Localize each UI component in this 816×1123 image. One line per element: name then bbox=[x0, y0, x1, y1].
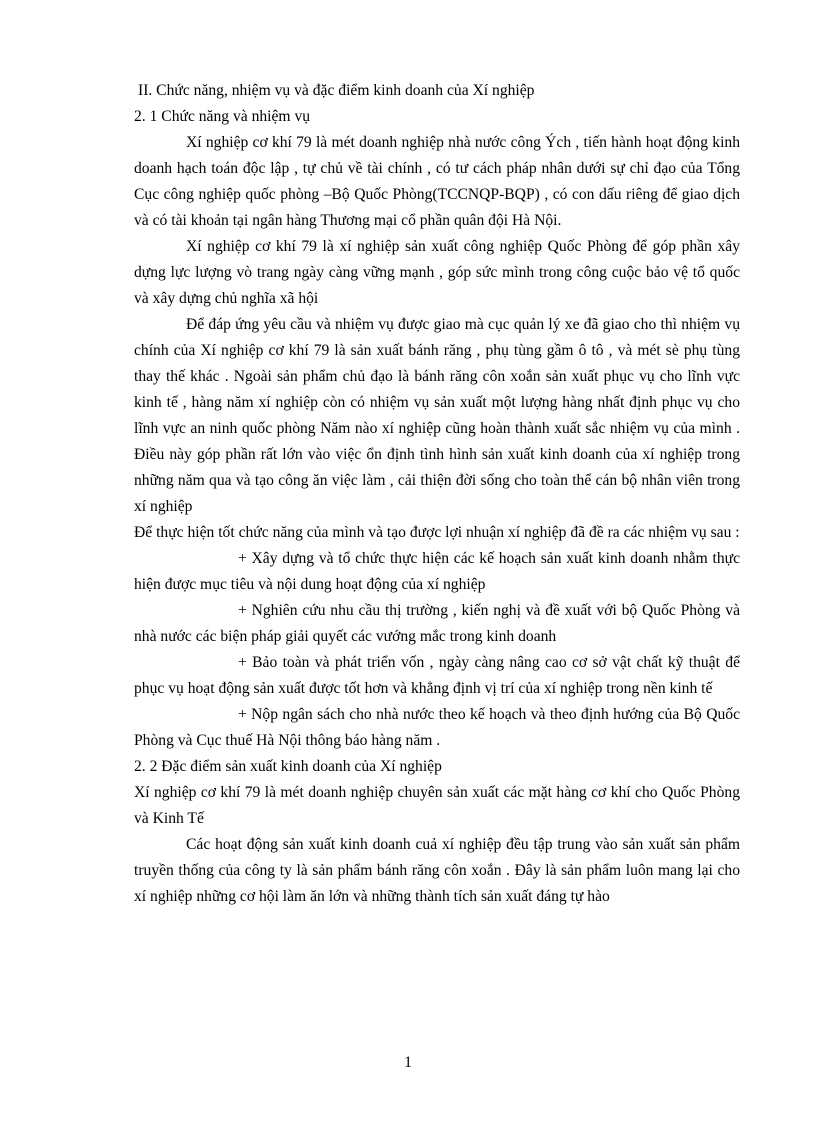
document-title: II. Chức năng, nhiệm vụ và đặc điểm kinh doanh của Xí nghiệp bbox=[138, 82, 535, 99]
page-number: 1 bbox=[404, 1054, 412, 1071]
paragraph-6: Các hoạt động sản xuất kinh doanh cuả xí nghiệp đều tập trung vào sản xuất sản phẩm truyền thống của công ty là sản phẩm bánh răng côn xoắn . Đây là sản phẩm luôn mang lại cho xí nghiệp những cơ hội làm ăn lớn và những thành tích sản xuất đáng tự hào bbox=[134, 836, 740, 905]
document-body bbox=[134, 78, 740, 910]
paragraph-2: Xí nghiệp cơ khí 79 là xí nghiệp sản xuất công nghiệp Quốc Phòng để góp phần xây dựng lực lượng vò trang ngày càng vững mạnh , góp sức mình trong công cuộc bảo vệ tổ quốc và xây dựng chủ nghĩa xã hội bbox=[134, 238, 740, 307]
bullet-item: + Nghiên cứu nhu cầu thị trường , kiến nghị và đề xuất với bộ Quốc Phòng và nhà nước các biện pháp giải quyết các vướng mắc trong kinh doanh bbox=[134, 602, 740, 645]
bullet-item: + Xây dựng và tổ chức thực hiện các kế hoạch sản xuất kinh doanh nhằm thực hiện được mục tiêu và nội dung hoạt động của xí nghiệp bbox=[134, 550, 740, 593]
paragraph-5: Xí nghiệp cơ khí 79 là mét doanh nghiệp chuyên sản xuất các mặt hàng cơ khí cho Quốc Phòng và Kinh Tế bbox=[134, 784, 740, 827]
paragraph-3: Để đáp ứng yêu cầu và nhiệm vụ được giao mà cục quản lý xe đã giao cho thì nhiệm vụ chính của Xí nghiệp cơ khí 79 là sản xuất bánh răng , phụ tùng gầm ô tô , và mét sè phụ tùng thay thế khác . Ngoài sản phẩm chủ đạo là bánh răng côn xoắn sản xuất phục vụ cho lĩnh vực kinh tế , hàng năm xí nghiệp còn có nhiệm vụ sản xuất một lượng hàng nhất định phục vụ cho lĩnh vực an ninh quốc phòng Năm nào xí nghiệp cũng hoàn thành xuất sắc nhiệm vụ của mình . Điều này góp phần rất lớn vào việc ổn định tình hình sản xuất kinh doanh của xí nghiệp trong những năm qua và tạo công ăn việc làm , cải thiện đời sống cho toàn thể cán bộ nhân viên trong xí nghiệp bbox=[134, 316, 740, 515]
section-2-1-heading: 2. 1 Chức năng và nhiệm vụ bbox=[134, 108, 311, 125]
bullet-item: + Nộp ngân sách cho nhà nước theo kế hoạch và theo định hướng của Bộ Quốc Phòng và Cục thuế Hà Nội thông báo hàng năm . bbox=[134, 706, 740, 749]
bullet-item: + Bảo toàn và phát triển vốn , ngày càng nâng cao cơ sở vật chất kỹ thuật để phục vụ hoạt động sản xuất được tốt hơn và khẳng định vị trí của xí nghiệp trong nền kinh tế bbox=[134, 654, 740, 697]
paragraph-1: Xí nghiệp cơ khí 79 là mét doanh nghiệp nhà nước công Ých , tiến hành hoạt động kinh doanh hạch toán độc lập , tự chủ về tài chính , có tư cách pháp nhân dưới sự chỉ đạo của Tổng Cục công nghiệp quốc phòng –Bộ Quốc Phòng(TCCNQP-BQP) , có con dấu riêng để giao dịch và có tài khoản tại ngân hàng Thương mại cổ phần quân đội Hà Nội. bbox=[134, 134, 740, 229]
paragraph-4: Để thực hiện tốt chức năng của mình và tạo được lợi nhuận xí nghiệp đã đề ra các nhiệm vụ sau : bbox=[134, 524, 740, 541]
section-2-2-heading: 2. 2 Đặc điểm sản xuất kinh doanh của Xí nghiệp bbox=[134, 758, 442, 775]
